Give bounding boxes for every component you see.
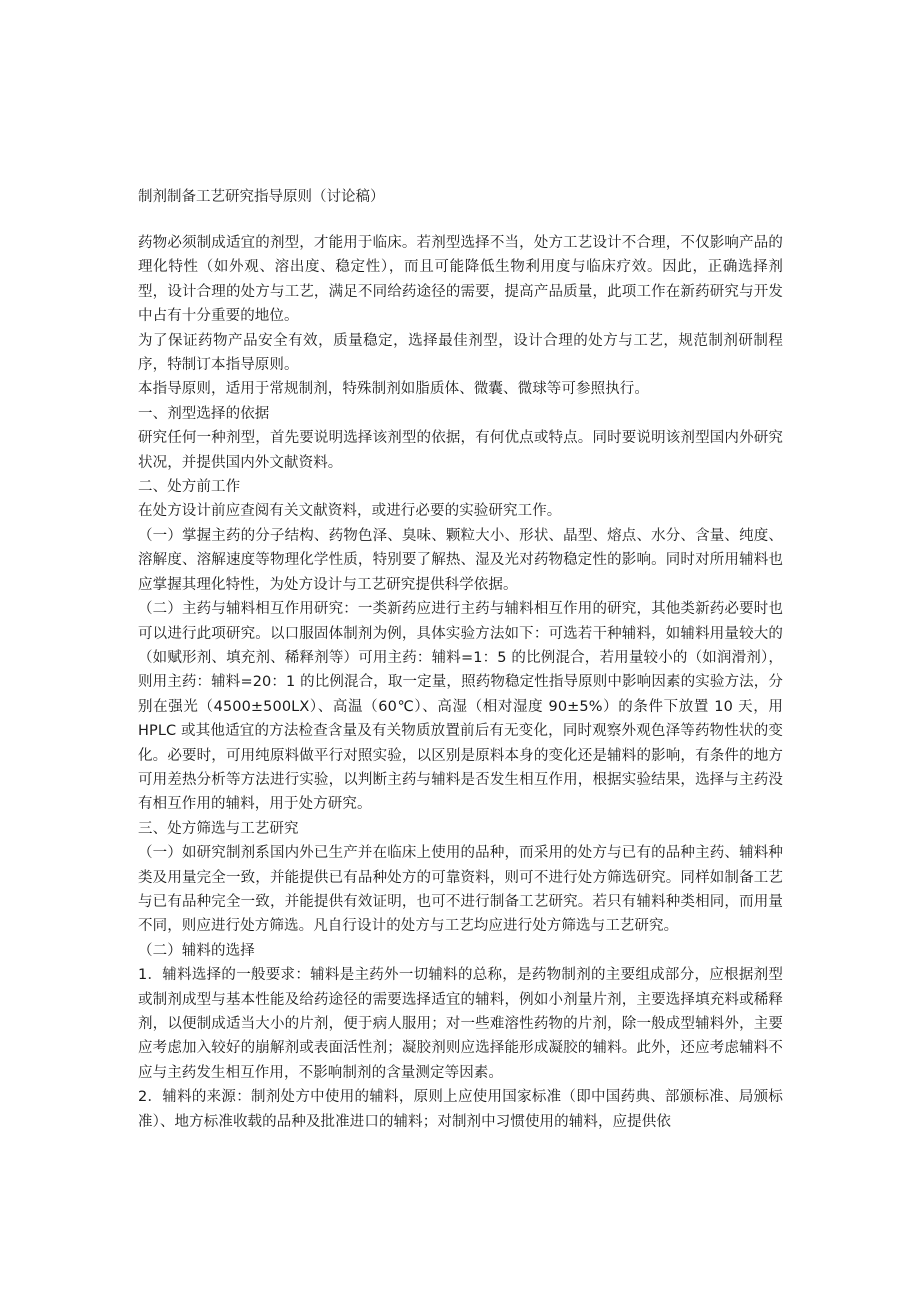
section-heading-3: 三、处方筛选与工艺研究 [138,820,299,837]
document-body [138,231,783,1134]
paragraph: 2．辅料的来源：制剂处方中使用的辅料，原则上应使用国家标准（即中国药典、部颁标准、局颁标准）、地方标准收载的品种及批准进口的辅料；对制剂中习惯使用的辅料，应提供依 [138,1089,783,1130]
paragraph: 1．辅料选择的一般要求：辅料是主药外一切辅料的总称，是药物制剂的主要组成部分，应根据剂型或制剂成型与基本性能及给药途径的需要选择适宜的辅料，例如小剂量片剂，主要选择填充料或稀释剂，以便制成适当大小的片剂，便于病人服用；对一些难溶性药物的片剂，除一般成型辅料外，主要应考虑加入较好的崩解剂或表面活性剂；凝胶剂则应选择能形成凝胶的辅料。此外，还应考虑辅料不应与主药发生相互作用，不影响制剂的含量测定等因素。 [138,967,783,1081]
paragraph: （二）主药与辅料相互作用研究：一类新药应进行主药与辅料相互作用的研究，其他类新药必要时也可以进行此项研究。以口服固体制剂为例，具体实验方法如下：可选若干种辅料，如辅料用量较大的（如赋形剂、填充剂、稀释剂等）可用主药：辅料=1：5 的比例混合，若用量较小的（如润滑剂），则用主药：辅料=20：1 的比例混合，取一定量，照药物稳定性指导原则中影响因素的实验方法，分别在强光（4500±500LX）、高温（60℃）、高湿（相对湿度 90±5%）的条件下放置 10 天，用 HPLC 或其他适宜的方法检查含量及有关物质放置前后有无变化，同时观察外观色泽等药物性状的变化。必要时，可用纯原料做平行对照实验，以区别是原料本身的变化还是辅料的影响，有条件的地方可用差热分析等方法进行实验，以判断主药与辅料是否发生相互作用，根据实验结果，选择与主药没有相互作用的辅料，用于处方研究。 [138,601,783,813]
paragraph: 研究任何一种剂型，首先要说明选择该剂型的依据，有何优点或特点。同时要说明该剂型国内外研究状况，并提供国内外文献资料。 [138,430,783,471]
paragraph-intro: 药物必须制成适宜的剂型，才能用于临床。若剂型选择不当，处方工艺设计不合理，不仅影响产品的理化特性（如外观、溶出度、稳定性），而且可能降低生物利用度与临床疗效。因此，正确选择剂型，设计合理的处方与工艺，满足不同给药途径的需要，提高产品质量，此项工作在新药研究与开发中占有十分重要的地位。 [138,235,783,325]
paragraph: 在处方设计前应查阅有关文献资料，或进行必要的实验研究工作。 [138,503,562,520]
paragraph-scope: 本指导原则，适用于常规制剂，特殊制剂如脂质体、微囊、微球等可参照执行。 [138,381,649,398]
paragraph: （一）如研究制剂系国内外已生产并在临床上使用的品种，而采用的处方与已有的品种主药、辅料种类及用量完全一致，并能提供已有品种处方的可靠资料，则可不进行处方筛选研究。同样如制备工艺与已有品种完全一致，并能提供有效证明，也可不进行制备工艺研究。若只有辅料种类相同，而用量不同，则应进行处方筛选。凡自行设计的处方与工艺均应进行处方筛选与工艺研究。 [138,845,783,935]
subsection-heading: （二）辅料的选择 [138,942,255,959]
paragraph-purpose: 为了保证药物产品安全有效，质量稳定，选择最佳剂型，设计合理的处方与工艺，规范制剂研制程序，特制订本指导原则。 [138,332,783,374]
section-heading-1: 一、剂型选择的依据 [138,405,270,422]
section-heading-2: 二、处方前工作 [138,479,241,496]
paragraph: （一）掌握主药的分子结构、药物色泽、臭味、颗粒大小、形状、晶型、熔点、水分、含量、纯度、溶解度、溶解速度等物理化学性质，特别要了解热、湿及光对药物稳定性的影响。同时对所用辅料也应掌握其理化特性，为处方设计与工艺研究提供科学依据。 [138,527,783,593]
document-title: 制剂制备工艺研究指导原则（讨论稿） [138,189,385,205]
